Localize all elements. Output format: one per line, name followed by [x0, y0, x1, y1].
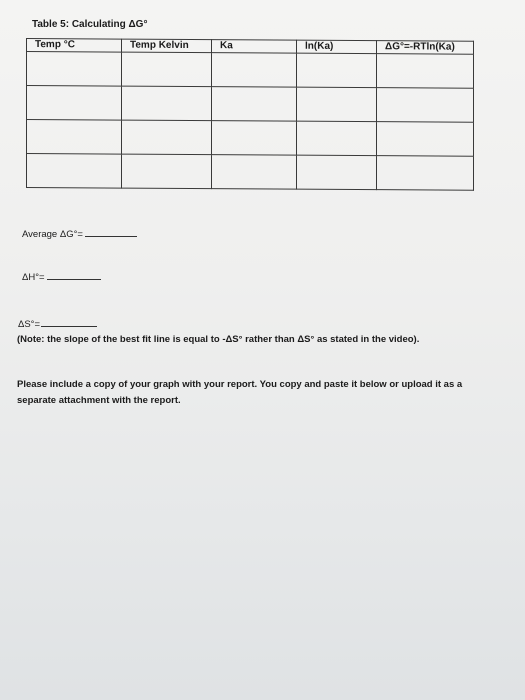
- table-cell[interactable]: [212, 53, 297, 88]
- header-ln-ka: ln(Ka): [297, 40, 377, 53]
- instructions-text: Please include a copy of your graph with your report. You copy and paste it below or upload it as a separate attachment with the report.: [17, 379, 463, 406]
- table-cell[interactable]: [377, 54, 474, 89]
- table-cell[interactable]: [212, 87, 297, 122]
- table-cell[interactable]: [297, 53, 377, 87]
- calculation-table: [26, 38, 474, 191]
- table-cell[interactable]: [297, 155, 377, 189]
- delta-s-label: ΔS°=: [18, 319, 41, 330]
- delta-h-label: ΔH°=: [22, 272, 45, 283]
- table-cell[interactable]: [297, 87, 377, 121]
- table-cell[interactable]: [122, 52, 212, 87]
- delta-h-blank[interactable]: [47, 278, 101, 280]
- table-cell[interactable]: [377, 88, 474, 123]
- table-row: [27, 86, 474, 123]
- table-cell[interactable]: [27, 154, 122, 189]
- table-row: [27, 120, 474, 157]
- average-delta-g-blank[interactable]: [85, 235, 137, 237]
- table-cell[interactable]: [377, 122, 474, 157]
- table-cell[interactable]: [212, 121, 297, 156]
- table-cell[interactable]: [122, 154, 212, 189]
- header-ka: Ka: [212, 40, 297, 54]
- table-cell[interactable]: [122, 86, 212, 121]
- table-cell[interactable]: [212, 155, 297, 190]
- delta-s-field: [18, 319, 97, 330]
- table-row: [27, 154, 474, 191]
- header-temp-kelvin: Temp Kelvin: [122, 39, 212, 53]
- table-cell[interactable]: [27, 86, 122, 121]
- average-delta-g-field: [22, 229, 137, 240]
- note-text: (Note: the slope of the best fit line is equal to -ΔS° rather than ΔS° as stated in the video).: [17, 334, 420, 345]
- table-cell[interactable]: [122, 120, 212, 155]
- table-cell[interactable]: [27, 120, 122, 155]
- average-delta-g-label: Average ΔG°=: [22, 229, 83, 240]
- delta-s-blank[interactable]: [41, 325, 97, 327]
- table-cell[interactable]: [27, 52, 122, 87]
- header-temp-c: Temp °C: [27, 39, 122, 53]
- table-cell[interactable]: [297, 121, 377, 155]
- table-cell[interactable]: [377, 156, 474, 191]
- table-title: Table 5: Calculating ΔG°: [32, 19, 148, 30]
- delta-h-field: [22, 272, 101, 283]
- header-delta-g: ΔG°=-RTln(Ka): [377, 41, 474, 55]
- table-row: [27, 52, 474, 89]
